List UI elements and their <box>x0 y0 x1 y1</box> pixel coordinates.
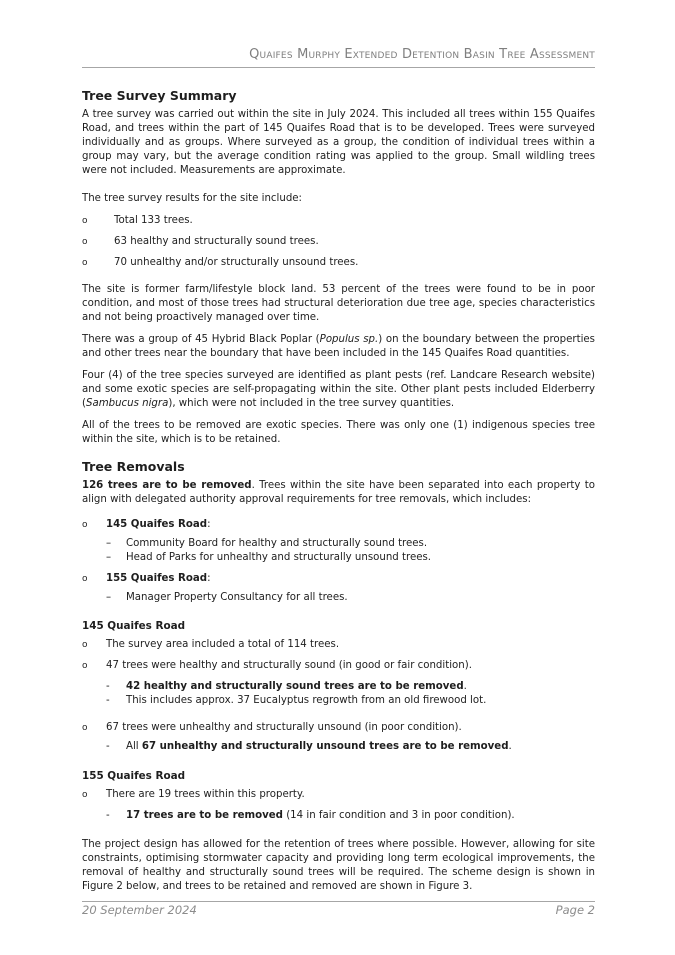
result-item-total <box>82 214 595 228</box>
exotic-species-paragraph: All of the trees to be removed are exotic species. There was only one (1) indigenous species tree within the site, which is to be retained. <box>82 420 595 445</box>
approval-155-label: 155 Quaifes Road <box>106 573 208 584</box>
result-item-healthy <box>82 235 595 249</box>
result-item-text: 70 unhealthy and/or structurally unsound trees. <box>114 257 359 268</box>
header-divider <box>82 67 595 68</box>
results-lead-text: The tree survey results for the site include: <box>82 193 302 204</box>
hyphen-marker: - <box>106 810 110 821</box>
tree-survey-summary-heading: Tree Survey Summary <box>82 88 237 103</box>
road-145-heading: 145 Quaifes Road <box>82 620 186 632</box>
elderberry-species-name: Sambucus nigra <box>85 398 169 409</box>
bullet-marker: o <box>82 640 88 650</box>
bullet-marker: o <box>82 237 88 247</box>
approval-145-label: 145 Quaifes Road <box>106 519 208 530</box>
road-155-removed: - 17 trees are to be removed (14 in fair condition and 3 in poor condition). <box>106 810 515 821</box>
approval-155-manager: – Manager Property Consultancy for all trees. <box>106 592 348 603</box>
document-header: Quaifes Murphy Extended Detention Basin Tree Assessment <box>249 47 595 62</box>
approval-145-item: o 145 Quaifes Road: <box>82 519 211 530</box>
approval-155-item: o 155 Quaifes Road: <box>82 573 211 584</box>
approval-145-head-of-parks: – Head of Parks for unhealthy and structurally unsound trees. <box>106 552 432 563</box>
page-content <box>82 88 595 894</box>
road-145-healthy-item: o 47 trees were healthy and structurally sound (in good or fair condition). <box>82 660 472 671</box>
bullet-marker: o <box>82 723 88 733</box>
hyphen-marker: - <box>106 681 110 692</box>
tree-removals-heading: Tree Removals <box>82 459 185 474</box>
survey-intro-paragraph: A tree survey was carried out within the site in July 2024. This included all trees within 155 Quaifes Road, and trees within the part of 145 Quaifes Road that is to be developed. Trees were surveyed individually and as groups. Where surveyed as a group, the condition of individual trees within a group may vary, but the average condition rating was applied to the group. Small wildling trees were not included. Measurements are approximate. <box>82 109 595 176</box>
road-155-total-item: o There are 19 trees within this property. <box>82 789 305 800</box>
bullet-marker: o <box>82 661 88 671</box>
footer-date: 20 September 2024 <box>82 903 197 917</box>
road-145-unhealthy-item: o 67 trees were unhealthy and structurally unsound (in poor condition). <box>82 722 462 733</box>
dash-marker: – <box>106 592 112 603</box>
bullet-marker: o <box>82 216 88 226</box>
dash-marker: – <box>106 538 112 549</box>
hyphen-marker: - <box>106 695 110 706</box>
bullet-marker: o <box>82 520 88 530</box>
result-item-text: 63 healthy and structurally sound trees. <box>114 236 319 247</box>
road-145-total-item: o The survey area included a total of 114 trees. <box>82 639 340 650</box>
road-155-heading: 155 Quaifes Road <box>82 770 186 782</box>
bullet-marker: o <box>82 574 88 584</box>
removals-lead-paragraph: 126 trees are to be removed. Trees within the site have been separated into each property to align with delegated authority approval requirements for tree removals, which includes: <box>82 480 596 505</box>
dash-marker: – <box>106 552 112 563</box>
approval-145-community-board: – Community Board for healthy and structurally sound trees. <box>106 538 428 549</box>
road-145-eucalyptus-note: - This includes approx. 37 Eucalyptus regrowth from an old firewood lot. <box>106 695 487 706</box>
bullet-marker: o <box>82 790 88 800</box>
poplar-paragraph: There was a group of 45 Hybrid Black Poplar (Populus sp.) on the boundary between the properties and other trees near the boundary that have been included in the 145 Quaifes Road quantities. <box>82 334 595 359</box>
former-land-paragraph: The site is former farm/lifestyle block land. 53 percent of the trees were found to be in poor condition, and most of those trees had structural deterioration due tree age, species characteristics and not being proactively managed over time. <box>82 284 595 323</box>
result-item-unhealthy <box>82 256 595 270</box>
road-145-healthy-removed: - 42 healthy and structurally sound trees are to be removed. <box>106 681 467 692</box>
poplar-species-name: Populus sp. <box>319 334 379 345</box>
removal-count-bold: 126 trees are to be removed <box>82 480 252 491</box>
footer-page-number: Page 2 <box>555 903 595 917</box>
closing-paragraph: The project design has allowed for the retention of trees where possible. However, allowing for site constraints, optimising stormwater capacity and providing long term ecological improvements, the removal of healthy and structurally sound trees will be required. The scheme design is shown in Figure 2 below, and trees to be retained and removed are shown in Figure 3. <box>82 839 595 892</box>
bullet-marker: o <box>82 258 88 268</box>
plant-pests-paragraph: Four (4) of the tree species surveyed are identified as plant pests (ref. Landcare Research website) and some exotic species are self-propagating within the site. Other plant pests included Elderberry (Sambucus nigra), which were not included in the tree survey quantities. <box>82 370 595 409</box>
footer-divider <box>82 901 595 902</box>
road-145-unhealthy-removed: - All 67 unhealthy and structurally unsound trees are to be removed. <box>106 741 512 752</box>
hyphen-marker: - <box>106 741 110 752</box>
result-item-text: Total 133 trees. <box>114 215 193 226</box>
